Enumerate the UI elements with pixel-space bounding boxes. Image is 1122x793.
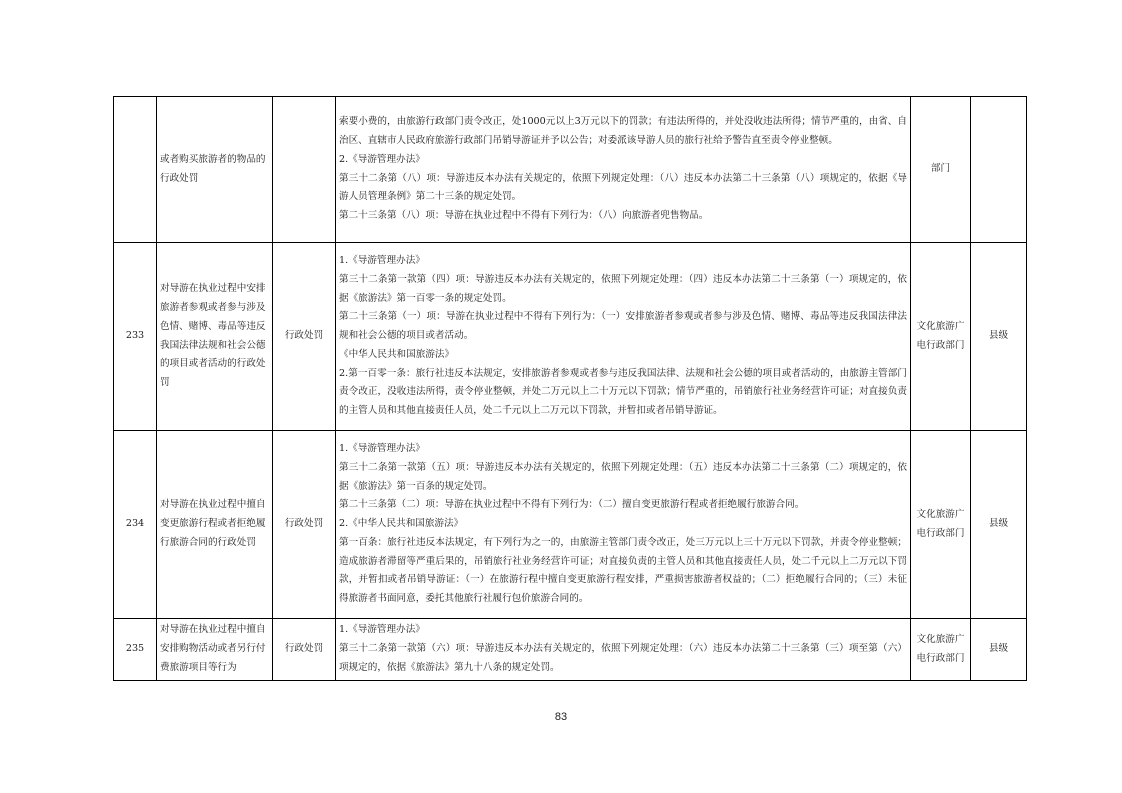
item-type: 行政处罚 [273,243,336,431]
item-type: 行政处罚 [273,431,336,619]
basis-paragraph: 第二十三条第（八）项：导游在执业过程中不得有下列行为：（八）向旅游者兜售物品。 [339,210,709,222]
basis-paragraph: 2.《中华人民共和国旅游法》 [339,518,464,530]
basis-paragraph: 第二十三条第（二）项：导游在执业过程中不得有下列行为：（二）擅自变更旅游行程或者拒绝履行旅游合同。 [339,499,805,511]
basis-paragraph: 1.《导游管理办法》 [339,442,425,454]
basis-paragraph: 《中华人民共和国旅游法》 [339,348,455,360]
basis-paragraph: 索要小费的，由旅游行政部门责令改正，处1000元以上3万元以下的罚款；有违法所得的，并处没收违法所得；情节严重的，由省、自治区、直辖市人民政府旅游行政部门吊销导游证并予以公告；对委派该导游人员的旅行社给予警告直至责令停业整顿。 [339,116,907,146]
item-number: 235 [114,619,157,681]
item-legal-basis [336,243,911,431]
item-department: 部门 [911,97,971,243]
item-number: 233 [114,243,157,431]
item-name: 或者购买旅游者的物品的行政处罚 [157,97,273,243]
item-number: 234 [114,431,157,619]
item-department: 文化旅游广电行政部门 [911,431,971,619]
item-number [114,97,157,243]
item-legal-basis [336,97,911,243]
item-name: 对导游在执业过程中擅自变更旅游行程或者拒绝履行旅游合同的行政处罚 [157,431,273,619]
basis-paragraph: 第三十二条第一款第（六）项：导游违反本办法有关规定的，依照下列规定处理：（六）违反本办法第二十三条第（三）项至第（六）项规定的，依据《旅游法》第九十八条的规定处罚。 [339,643,907,673]
item-level: 县级 [971,243,1027,431]
basis-paragraph: 2.《导游管理办法》 [339,153,425,165]
item-type: 行政处罚 [273,619,336,681]
basis-paragraph: 1.《导游管理办法》 [339,624,425,636]
item-level: 县级 [971,619,1027,681]
table-row [114,619,1027,681]
page-number: 83 [554,711,568,723]
item-level: 县级 [971,431,1027,619]
item-name: 对导游在执业过程中擅自安排购物活动或者另行付费旅游项目等行为 [157,619,273,681]
table-row [114,431,1027,619]
item-level [971,97,1027,243]
basis-paragraph: 第一百条：旅行社违反本法规定，有下列行为之一的，由旅游主管部门责令改正，处三万元以上三十万元以下罚款，并责令停业整顿；造成旅游者滞留等严重后果的，吊销旅行社业务经营许可证；对直接负责的主管人员和其他直接责任人员，处二千元以上二万元以下罚款，并暂扣或者吊销导游证：（一）在旅游行程中擅自变更旅游行程安排，严重损害旅游者权益的；（二）拒绝履行合同的；（三）未征得旅游者书面同意，委托其他旅行社履行包价旅游合同的。 [339,536,907,605]
item-department: 文化旅游广电行政部门 [911,243,971,431]
power-list-table [113,96,1027,681]
item-legal-basis [336,619,911,681]
basis-paragraph: 第二十三条第（一）项：导游在执业过程中不得有下列行为：（一）安排旅游者参观或者参与涉及色情、赌博、毒品等违反我国法律法规和社会公德的项目或者活动。 [339,311,907,342]
basis-paragraph: 第三十二条第一款第（五）项：导游违反本办法有关规定的，依照下列规定处理：（五）违反本办法第二十三条第（二）项规定的，依据《旅游法》第一百条的规定处罚。 [339,461,907,492]
item-type [273,97,336,243]
basis-paragraph: 第三十二条第一款第（四）项：导游违反本办法有关规定的，依照下列规定处理：（四）违反本办法第二十三条第（一）项规定的，依据《旅游法》第一百零一条的规定处罚。 [339,273,907,304]
item-department: 文化旅游广电行政部门 [911,619,971,681]
item-name: 对导游在执业过程中安排旅游者参观或者参与涉及色情、赌博、毒品等违反我国法律法规和社会公德的项目或者活动的行政处罚 [157,243,273,431]
basis-paragraph: 第三十二条第（八）项：导游违反本办法有关规定的，依照下列规定处理：（八）违反本办法第二十三条第（八）项规定的，依据《导游人员管理条例》第二十三条的规定处罚。 [339,172,907,203]
item-legal-basis [336,431,911,619]
table-row [114,243,1027,431]
table-row [114,97,1027,243]
basis-paragraph: 1.《导游管理办法》 [339,254,425,266]
basis-paragraph: 2.第一百零一条：旅行社违反本法规定，安排旅游者参观或者参与违反我国法律、法规和社会公德的项目或者活动的，由旅游主管部门责令改正，没收违法所得，责令停业整顿，并处二万元以上二十万元以下罚款；情节严重的，吊销旅行社业务经营许可证；对直接负责的主管人员和其他直接责任人员，处二千元以上二万元以下罚款，并暂扣或者吊销导游证。 [339,367,907,417]
